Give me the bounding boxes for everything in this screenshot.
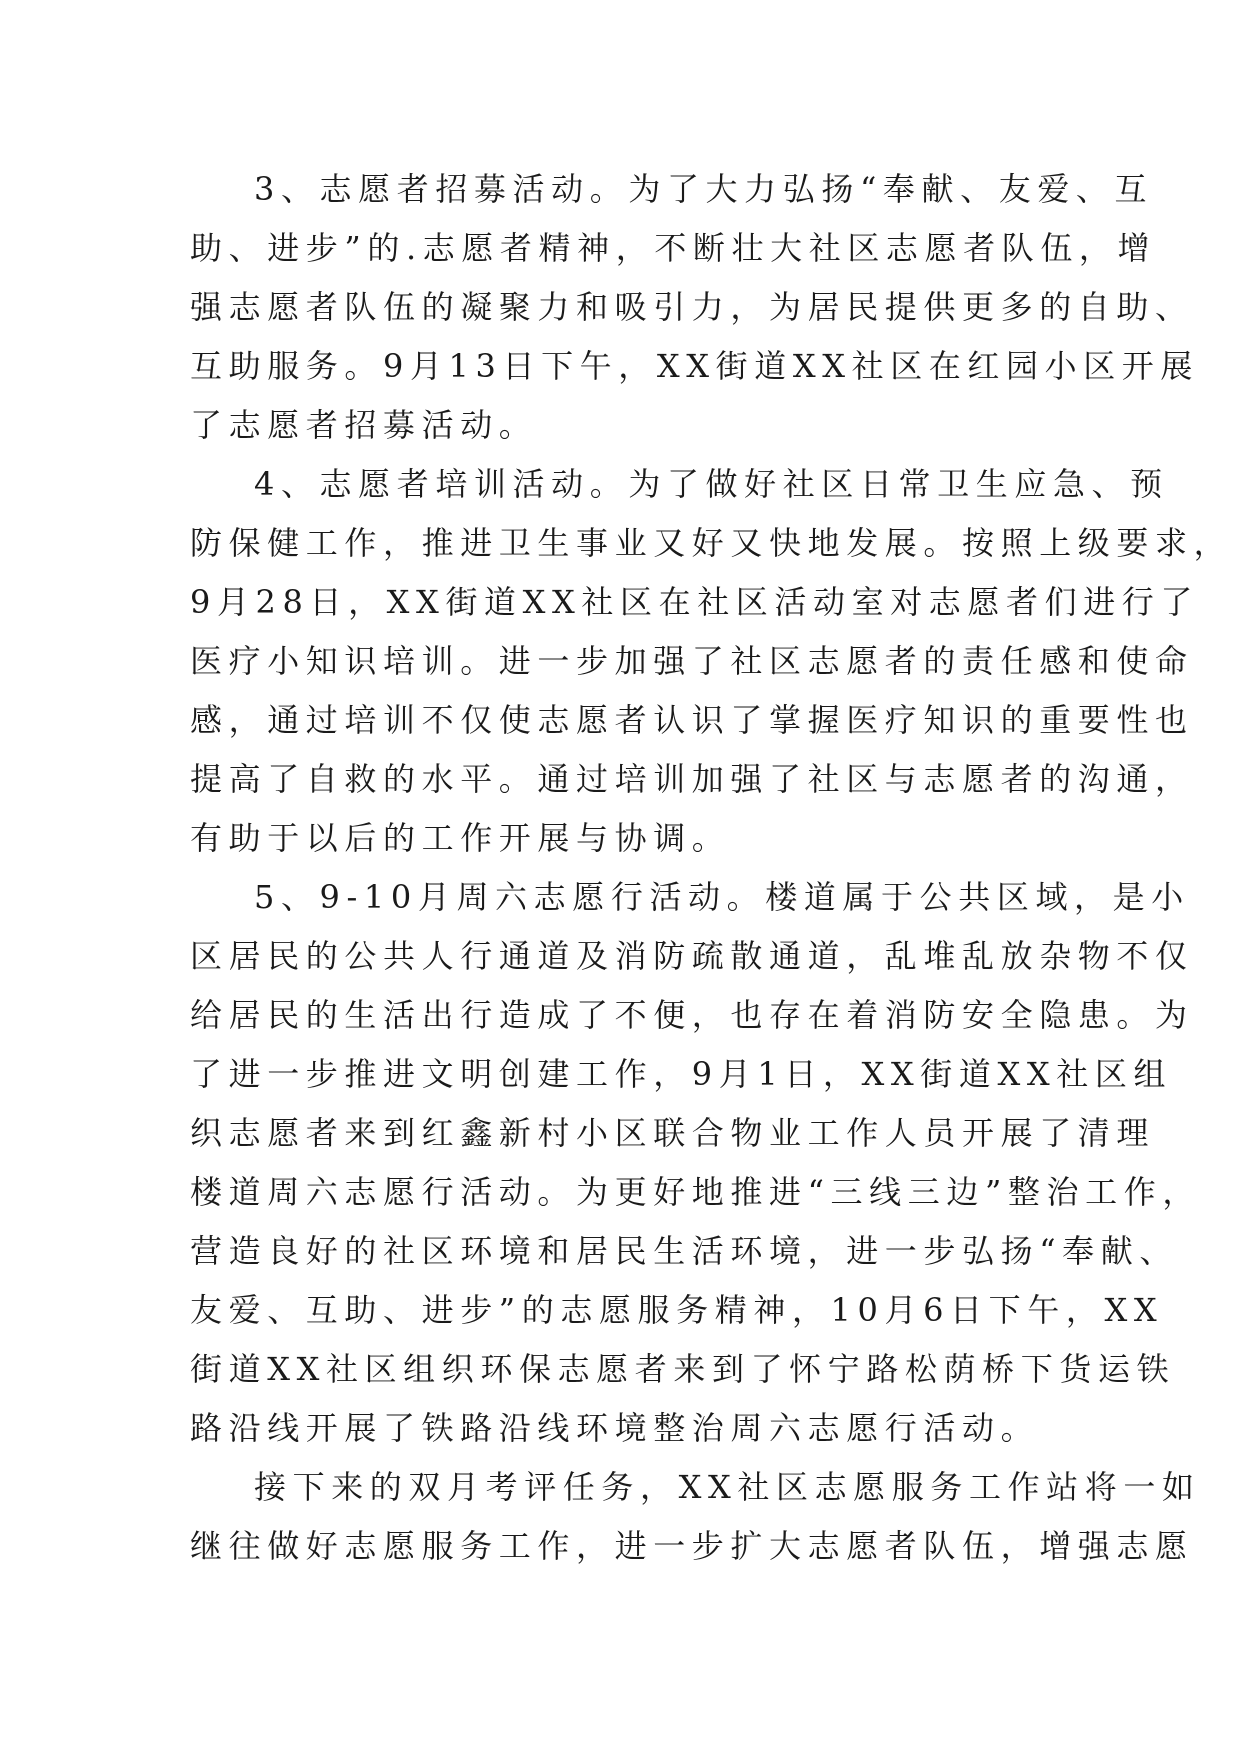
paragraph-4-line-6: 提高了自救的水平。通过培训加强了社区与志愿者的沟通， xyxy=(190,760,1194,798)
paragraph-5-line-5: 织志愿者来到红鑫新村小区联合物业工作人员开展了清理 xyxy=(190,1114,1156,1152)
paragraph-5-line-4: 了进一步推进文明创建工作，9月1日，XX街道XX社区组 xyxy=(190,1055,1173,1093)
paragraph-5-line-7: 营造良好的社区环境和居民生活环境，进一步弘扬“奉献、 xyxy=(190,1232,1178,1270)
paragraph-4-line-1: 4、志愿者培训活动。为了做好社区日常卫生应急、预 xyxy=(254,465,1169,503)
paragraph-4-line-2: 防保健工作，推进卫生事业又好又快地发展。按照上级要求， xyxy=(190,524,1233,562)
paragraph-4-line-7: 有助于以后的工作开展与协调。 xyxy=(190,819,731,857)
paragraph-5-line-10: 路沿线开展了铁路沿线环境整治周六志愿行活动。 xyxy=(190,1409,1040,1447)
paragraph-5-line-1: 5、9-10月周六志愿行活动。楼道属于公共区域，是小 xyxy=(254,878,1190,916)
paragraph-4-line-3: 9月28日，XX街道XX社区在社区活动室对志愿者们进行了 xyxy=(190,583,1200,621)
paragraph-5-line-2: 区居民的公共人行通道及消防疏散通道，乱堆乱放杂物不仅 xyxy=(190,937,1194,975)
document-body xyxy=(190,160,1233,1576)
paragraph-3-line-3: 强志愿者队伍的凝聚力和吸引力，为居民提供更多的自助、 xyxy=(190,288,1194,326)
paragraph-3-line-1: 3、志愿者招募活动。为了大力弘扬“奉献、友爱、互 xyxy=(254,170,1154,208)
paragraph-5-line-9: 街道XX社区组织环保志愿者来到了怀宁路松荫桥下货运铁 xyxy=(190,1350,1176,1388)
paragraph-3-line-5: 了志愿者招募活动。 xyxy=(190,406,538,444)
paragraph-3-line-2: 助、进步”的.志愿者精神，不断壮大社区志愿者队伍，增 xyxy=(190,229,1157,267)
paragraph-3-line-4: 互助服务。9月13日下午，XX街道XX社区在红园小区开展 xyxy=(190,347,1200,385)
paragraph-5-line-3: 给居民的生活出行造成了不便，也存在着消防安全隐患。为 xyxy=(190,996,1194,1034)
paragraph-5-line-6: 楼道周六志愿行活动。为更好地推进“三线三边”整治工作， xyxy=(190,1173,1201,1211)
paragraph-5-line-8: 友爱、互助、进步”的志愿服务精神，10月6日下午，XX xyxy=(190,1291,1164,1329)
paragraph-6-line-2: 继往做好志愿服务工作，进一步扩大志愿者队伍，增强志愿 xyxy=(190,1527,1194,1565)
paragraph-4-line-5: 感，通过培训不仅使志愿者认识了掌握医疗知识的重要性也 xyxy=(190,701,1194,739)
paragraph-4-line-4: 医疗小知识培训。进一步加强了社区志愿者的责任感和使命 xyxy=(190,642,1194,680)
paragraph-6-line-1: 接下来的双月考评任务，XX社区志愿服务工作站将一如 xyxy=(254,1468,1201,1506)
